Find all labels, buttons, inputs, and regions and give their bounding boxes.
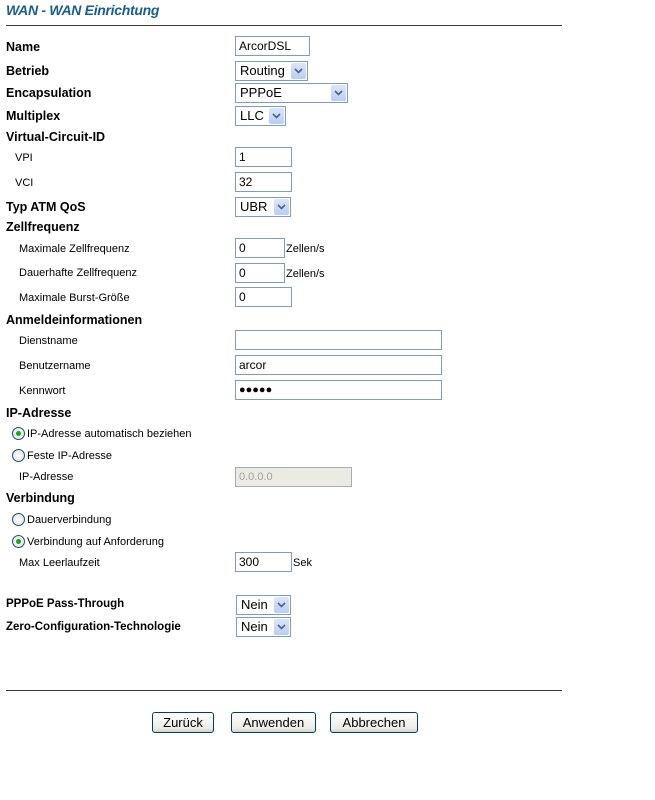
chevron-down-icon[interactable] (291, 63, 306, 79)
encapsulation-label: Encapsulation (6, 86, 92, 100)
bottom-divider (6, 690, 562, 691)
top-divider (6, 25, 562, 26)
virtual-circuit-heading: Virtual-Circuit-ID (6, 130, 106, 144)
zero-config-select[interactable] (236, 617, 291, 637)
on-demand-label[interactable]: Verbindung auf Anforderung (27, 536, 165, 548)
pppoe-passthrough-value: Nein (241, 597, 268, 612)
chevron-down-icon[interactable] (274, 199, 289, 215)
betrieb-select[interactable] (235, 61, 308, 81)
cancel-button[interactable]: Abbrechen (330, 712, 418, 733)
pppoe-passthrough-select[interactable] (236, 595, 291, 615)
max-cell-rate-label: Maximale Zellfrequenz (19, 243, 130, 255)
connection-heading: Verbindung (6, 491, 75, 505)
atm-qos-value: UBR (240, 199, 268, 214)
ip-fixed-radio[interactable] (12, 449, 25, 462)
name-label: Name (6, 40, 41, 54)
max-cell-rate-input[interactable]: 0 (235, 238, 285, 258)
chevron-down-icon[interactable] (274, 619, 289, 635)
vci-label: VCI (15, 177, 34, 189)
password-label: Kennwort (19, 385, 66, 397)
password-input[interactable]: ●●●●● (235, 380, 442, 400)
page-title: WAN - WAN Einrichtung (6, 2, 160, 18)
username-input[interactable]: arcor (235, 355, 442, 375)
betrieb-label: Betrieb (6, 64, 50, 78)
ip-address-input[interactable]: 0.0.0.0 (235, 467, 352, 487)
ip-address-label: IP-Adresse (19, 471, 74, 483)
zero-config-label: Zero-Configuration-Technologie (6, 621, 181, 633)
vpi-label: VPI (15, 152, 33, 164)
zellfrequenz-heading: Zellfrequenz (6, 220, 80, 234)
multiplex-label: Multiplex (6, 109, 61, 123)
atm-qos-select[interactable] (235, 197, 291, 217)
login-heading: Anmeldeinformationen (6, 313, 143, 327)
service-name-label: Dienstname (19, 335, 78, 347)
max-idle-unit: Sek (293, 557, 312, 569)
ip-auto-radio[interactable] (12, 427, 25, 440)
sustained-cell-rate-input[interactable]: 0 (235, 263, 285, 283)
vci-input[interactable]: 32 (235, 172, 292, 192)
multiplex-value: LLC (240, 108, 264, 123)
ip-fixed-label[interactable]: Feste IP-Adresse (27, 450, 112, 462)
service-name-input[interactable] (235, 330, 442, 350)
encapsulation-value: PPPoE (240, 85, 282, 100)
betrieb-value: Routing (240, 63, 285, 78)
max-idle-label: Max Leerlaufzeit (19, 557, 100, 569)
zero-config-value: Nein (241, 619, 268, 634)
permanent-connection-label[interactable]: Dauerverbindung (27, 514, 112, 526)
sustained-cell-rate-unit: Zellen/s (286, 268, 325, 280)
max-cell-rate-unit: Zellen/s (286, 243, 325, 255)
atm-qos-label: Typ ATM QoS (6, 200, 86, 214)
permanent-connection-radio[interactable] (12, 513, 25, 526)
pppoe-passthrough-label: PPPoE Pass-Through (6, 598, 125, 610)
apply-button[interactable]: Anwenden (231, 712, 316, 733)
max-burst-label: Maximale Burst-Größe (19, 292, 130, 304)
chevron-down-icon[interactable] (274, 597, 289, 613)
username-label: Benutzername (19, 360, 91, 372)
chevron-down-icon[interactable] (331, 85, 346, 101)
max-burst-input[interactable]: 0 (235, 287, 292, 307)
chevron-down-icon[interactable] (269, 108, 284, 124)
ip-auto-label[interactable]: IP-Adresse automatisch beziehen (27, 428, 192, 440)
multiplex-select[interactable] (235, 106, 286, 126)
back-button[interactable]: Zurück (152, 712, 214, 733)
max-idle-input[interactable]: 300 (235, 552, 292, 572)
sustained-cell-rate-label: Dauerhafte Zellfrequenz (19, 267, 138, 279)
ip-heading: IP-Adresse (6, 406, 72, 420)
on-demand-radio[interactable] (12, 535, 25, 548)
encapsulation-select[interactable] (235, 83, 348, 103)
vpi-input[interactable]: 1 (235, 147, 292, 167)
name-input[interactable]: ArcorDSL (235, 36, 310, 56)
